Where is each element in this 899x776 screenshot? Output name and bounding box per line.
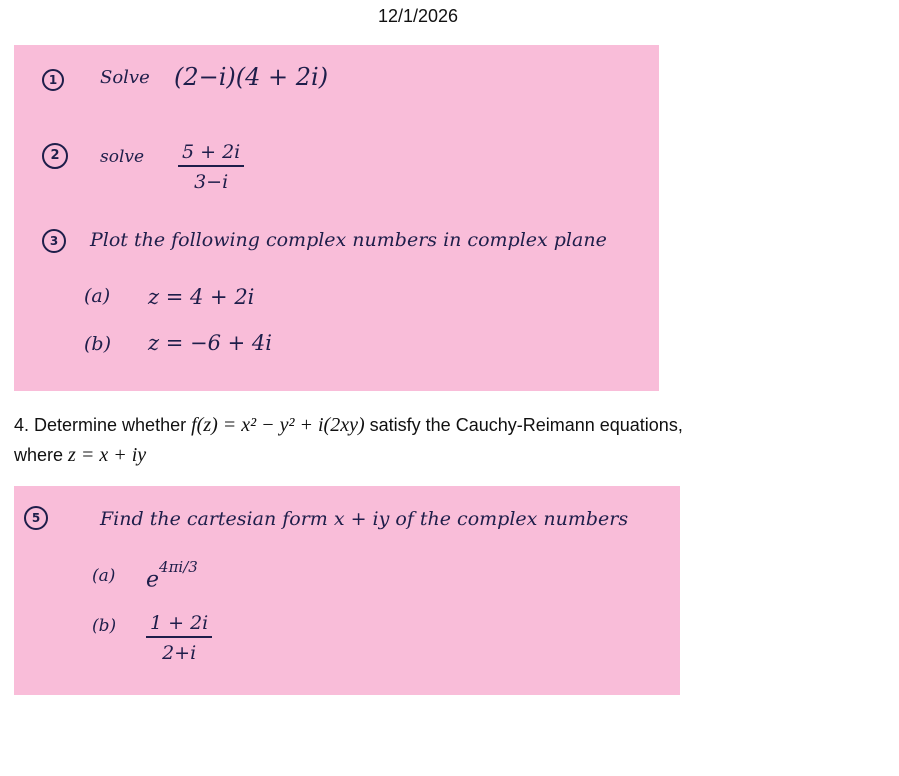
question-5-number: 5 [24,506,48,530]
question-5b-fraction [146,612,212,664]
question-2-number: 2 [42,143,68,169]
question-5b-numerator: 1 + 2i [146,612,212,638]
question-5a-expression [146,558,198,593]
question-5b-label: (b) [92,616,117,636]
question-3a-label: (a) [84,285,111,307]
handwritten-panel-bottom [14,486,680,695]
question-3b-label: (b) [84,333,111,355]
question-4-suffix: satisfy the Cauchy-Reimann equations, [369,415,683,435]
question-3-number: 3 [42,229,66,253]
question-2-fraction [178,141,244,193]
question-4-function: f(z) = x² − y² + i(2xy) [191,414,365,436]
question-3b-expression: z = −6 + 4i [148,331,272,355]
question-1-expression: (2−i)(4 + 2i) [174,63,329,91]
question-5-text: Find the cartesian form x + iy of the complex numbers [100,508,629,530]
question-4 [14,410,874,470]
question-1-number: 1 [42,69,64,91]
date-header: 12/1/2026 [377,6,459,26]
question-5a-label: (a) [92,566,116,586]
question-4-line-2 [14,440,874,470]
question-1-verb: Solve [100,67,150,88]
question-3a-expression: z = 4 + 2i [148,285,255,309]
question-4-where-expression: z = x + iy [68,444,147,466]
question-4-line-1 [14,410,874,440]
question-2-numerator: 5 + 2i [178,141,244,167]
handwritten-panel-top [14,45,659,391]
question-5a-base: e [146,567,160,593]
question-3-text: Plot the following complex numbers in complex plane [90,229,607,251]
question-2-verb: solve [100,147,145,167]
question-5b-denominator: 2+i [162,642,197,664]
question-5a-exponent: 4πi/3 [159,558,198,576]
question-4-prefix: 4. Determine whether [14,415,187,435]
question-4-where: where [14,445,64,465]
question-2-denominator: 3−i [194,171,229,193]
